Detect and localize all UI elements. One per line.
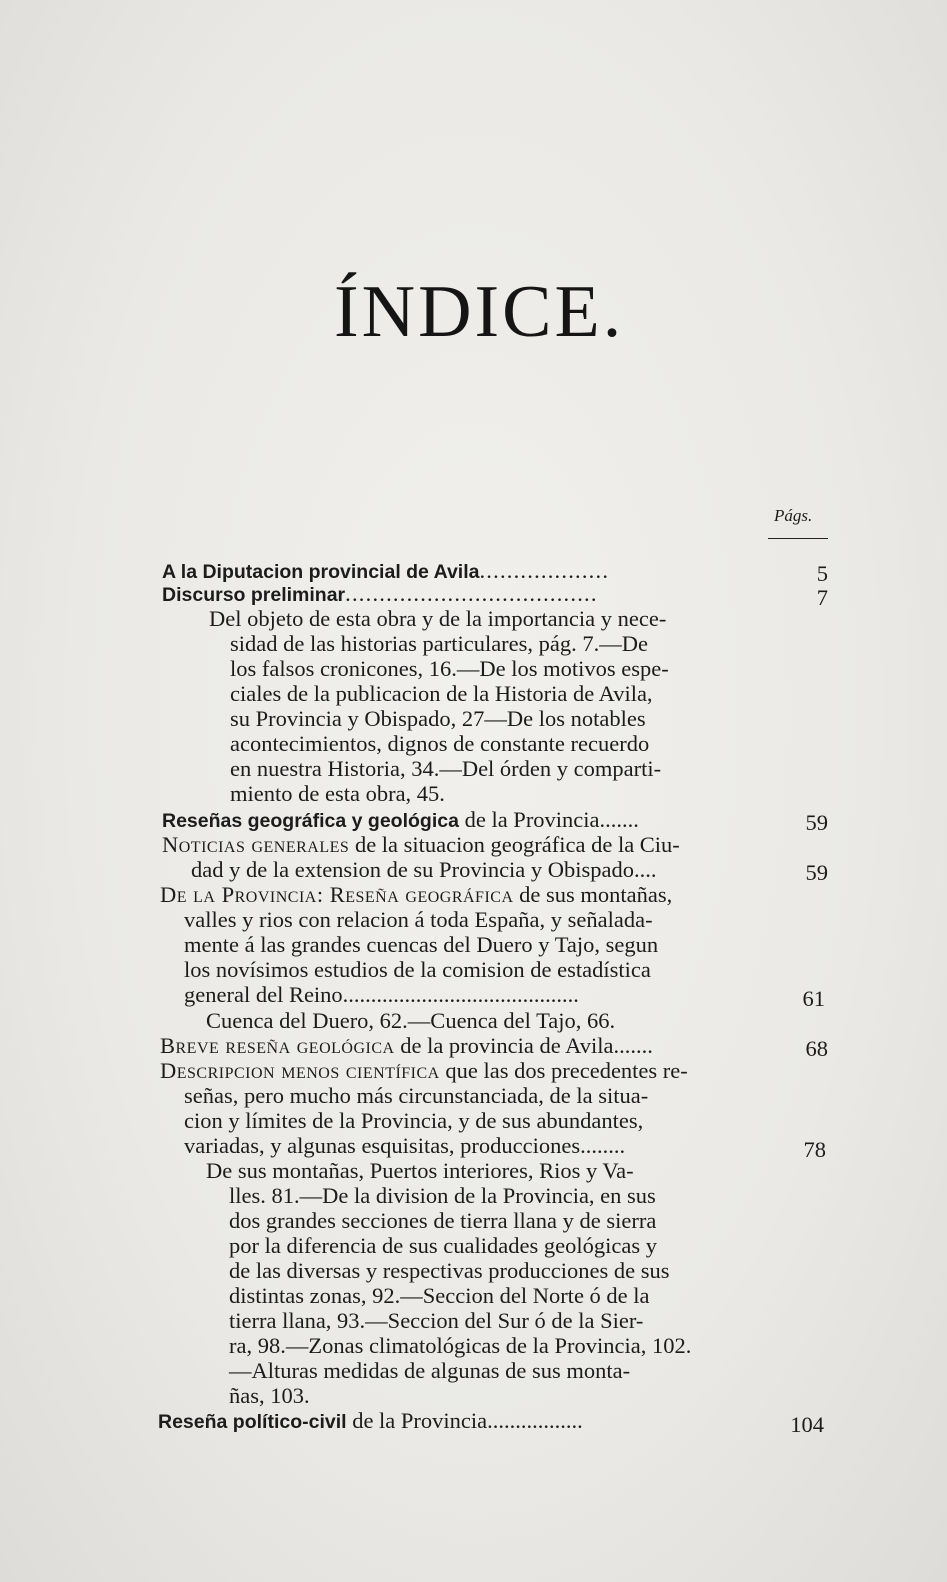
toc-text-line: los falsos cronicones, 16.—De los motivos espe- <box>230 656 669 681</box>
toc-entry-de-la-provincia <box>160 882 672 908</box>
toc-entry-noticias <box>162 832 680 858</box>
toc-text-line: valles y rios con relacion á toda España, y señalada- <box>184 907 653 932</box>
toc-entry-heading: Reseña político-civil <box>158 1411 347 1433</box>
toc-entry-breve-resena <box>160 1033 653 1059</box>
toc-entry-heading: Discurso preliminar <box>162 584 346 606</box>
toc-text-line: Del objeto de esta obra y de la importancia y nece- <box>209 606 667 631</box>
toc-entry-discurso <box>162 581 598 607</box>
toc-text-line: acontecimientos, dignos de constante recuerdo <box>230 731 650 756</box>
pages-column-rule <box>768 538 828 539</box>
toc-text-line: su Provincia y Obispado, 27—De los notables <box>230 706 646 731</box>
toc-text-line: general del Reino.......................................... <box>184 982 579 1007</box>
toc-entry-heading: A la Diputacion provincial de Avila <box>162 561 480 583</box>
page-number: 104 <box>790 1412 824 1437</box>
toc-entry-text: de la Provincia....... <box>458 807 639 832</box>
toc-text-line: De sus montañas, Puertos interiores, Rios y Va- <box>206 1158 634 1183</box>
toc-text-line: sidad de las historias particulares, pág. 7.—De <box>230 631 649 656</box>
toc-text-line: señas, pero mucho más circunstanciada, de la situa- <box>184 1083 649 1108</box>
toc-text-line: ñas, 103. <box>229 1383 310 1408</box>
toc-text-line: miento de esta obra, 45. <box>230 781 445 806</box>
toc-entry-text: de la situacion geográfica de la Ciu- <box>349 832 680 857</box>
toc-text-line: ciales de la publicacion de la Historia de Avila, <box>230 681 653 706</box>
toc-text-line: tierra llana, 93.—Seccion del Sur ó de la Sier- <box>229 1308 644 1333</box>
toc-entry-text: de la Provincia................. <box>346 1408 583 1433</box>
page-number: 59 <box>805 860 828 885</box>
toc-entry-heading: De la Provincia: Reseña geográfica <box>160 882 514 907</box>
toc-text-line: mente á las grandes cuencas del Duero y Tajo, segun <box>184 932 659 957</box>
toc-text-line: variadas, y algunas esquisitas, producciones........ <box>184 1133 626 1158</box>
toc-text-line: distintas zonas, 92.—Seccion del Norte ó de la <box>229 1283 650 1308</box>
toc-text-line: ra, 98.—Zonas climatológicas de la Provincia, 102. <box>229 1333 692 1358</box>
toc-text-line: dad y de la extension de su Provincia y Obispado.... <box>191 857 657 882</box>
toc-entry-heading: Noticias generales <box>162 832 350 857</box>
page-number: 5 <box>816 561 828 586</box>
toc-text-line: lles. 81.—De la division de la Provincia, en sus <box>229 1183 656 1208</box>
pages-column-label: Págs. <box>774 506 813 525</box>
page-number: 68 <box>805 1036 828 1061</box>
toc-text-line: —Alturas medidas de algunas de sus monta- <box>229 1358 631 1383</box>
page-title: ÍNDICE. <box>334 271 625 353</box>
page-number: 61 <box>802 986 825 1011</box>
leader-dots: ..................................... <box>345 581 598 606</box>
toc-text-line: por la diferencia de sus cualidades geológicas y <box>229 1233 657 1258</box>
toc-entry-heading: Reseñas geográfica y geológica <box>162 810 459 832</box>
toc-text-line: Cuenca del Duero, 62.—Cuenca del Tajo, 66. <box>206 1008 616 1033</box>
toc-text-line: de las diversas y respectivas producciones de sus <box>229 1258 670 1283</box>
leader-dots: ................... <box>479 558 610 583</box>
page-number: 78 <box>803 1137 826 1162</box>
toc-entry-text: de la provincia de Avila....... <box>394 1033 653 1058</box>
page-number: 59 <box>805 810 828 835</box>
toc-text-line: en nuestra Historia, 34.—Del órden y comparti- <box>230 756 662 781</box>
toc-entry-descripcion <box>160 1058 688 1084</box>
page-number: 7 <box>816 585 828 610</box>
toc-entry-resenas <box>162 807 639 833</box>
toc-text-line: los novísimos estudios de la comision de estadística <box>184 957 651 982</box>
toc-entry-resena-politico-civil <box>158 1408 583 1434</box>
toc-entry-heading: Breve reseña geológica <box>160 1033 395 1058</box>
toc-entry-text: de sus montañas, <box>513 882 673 907</box>
toc-text-line: dos grandes secciones de tierra llana y de sierra <box>229 1208 657 1233</box>
toc-entry-heading: Descripcion menos científica <box>160 1058 440 1083</box>
toc-text-line: cion y límites de la Provincia, y de sus abundantes, <box>184 1108 644 1133</box>
toc-entry-text: que las dos precedentes re- <box>439 1058 688 1083</box>
